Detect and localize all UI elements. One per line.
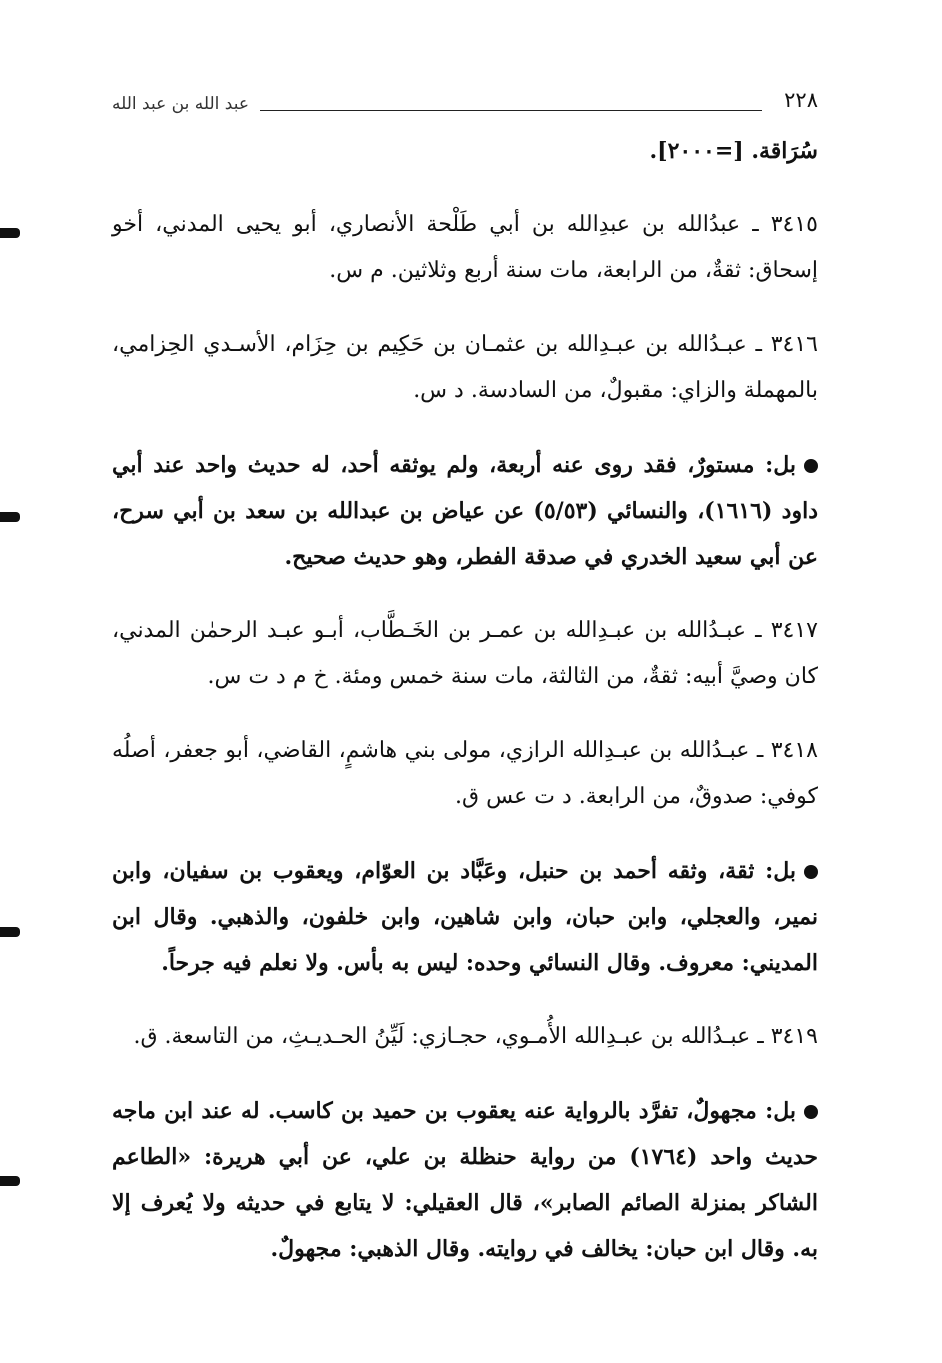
- scan-edge-mark: [0, 228, 20, 238]
- entry-3419: ٣٤١٩ ـ عبـدُالله بن عبـدِالله الأُمـوي، حجـازي: لَيِّنُ الحـديـثِ، من التاسعة. ق.: [133, 1024, 818, 1049]
- bullet-icon: [804, 459, 818, 473]
- note-text: بل: ثقة، وثقه أحمد بن حنبل، وعَبَّاد بن العوّام، ويعقوب بن سفيان، وابن نمير، والعجلي، وابن حبان، وابن شاهين، وابن خلفون، والذهبي. وقال ابن المديني: معروف. وقال النسائي وحده: ليس به بأس. ولا نعلم فيه جرحاً.: [112, 858, 818, 976]
- entry-continuation: سُرَاقة. [=٢٠٠٠].: [649, 138, 818, 164]
- entry-3418: ٣٤١٨ ـ عبـدُالله بن عبـدِالله الرازي، مولى بني هاشمٍ، القاضي، أبو جعفر، أصلُه كوفي: صدوقٌ، من الرابعة. د ت عس ق.: [112, 738, 818, 809]
- scan-edge-mark: [0, 1176, 20, 1186]
- page-number: ٢٢٨: [784, 88, 818, 112]
- running-header: [112, 88, 818, 124]
- note-text: بل: مستورٌ، فقد روى عنه أربعة، ولم يوثقه أحد، له حديث واحد عند أبي داود (١٦١٦)، والنسائي (٥/٥٣) عن عياض بن عبدالله بن سعد بن أبي سرح، عن أبي سعيد الخدري في صدقة الفطر، وهو حديث صحيح.: [112, 452, 818, 570]
- running-title: عبد الله بن عبد الله: [112, 94, 249, 114]
- entry-3416-note: [112, 442, 818, 580]
- page-body: [112, 128, 818, 1272]
- scan-edge-mark: [0, 927, 20, 937]
- bullet-icon: [804, 1105, 818, 1119]
- entry-3419-note: [112, 1088, 818, 1272]
- entry-3418-note: [112, 848, 818, 986]
- header-rule: [260, 110, 762, 111]
- scan-edge-mark: [0, 512, 20, 522]
- entry-3417: ٣٤١٧ ـ عبـدُالله بن عبـدِالله بن عمـر بن الخَـطَّاب، أبـو عبـد الرحمٰن المدني، كان وصيَّ أبيه: ثقةٌ، من الثالثة، مات سنة خمس ومئة. خ م د ت س.: [112, 618, 818, 689]
- note-text: بل: مجهولٌ، تفرَّد بالرواية عنه يعقوب بن حميد بن كاسب. له عند ابن ماجه حديث واحد (١٧٦٤) من رواية حنظلة بن علي، عن أبي هريرة: «الطاعم الشاكر بمنزلة الصائم الصابر»، قال العقيلي: لا يتابع في حديثه ولا يُعرف إلا به. وقال ابن حبان: يخالف في روايته. وقال الذهبي: مجهولٌ.: [112, 1098, 818, 1262]
- bullet-icon: [804, 865, 818, 879]
- entry-3415: ٣٤١٥ ـ عبدُالله بن عبدِالله بن أبي طَلْحة الأنصاري، أبو يحيى المدني، أخو إسحاق: ثقةٌ، من الرابعة، مات سنة أربع وثلاثين. م س.: [112, 212, 818, 283]
- entry-3416: ٣٤١٦ ـ عبـدُالله بن عبـدِالله بن عثمـان بن حَكِيم بن حِزَام، الأسـدي الحِزامي، بالمهملة والزاي: مقبولٌ، من السادسة. د س.: [112, 332, 818, 403]
